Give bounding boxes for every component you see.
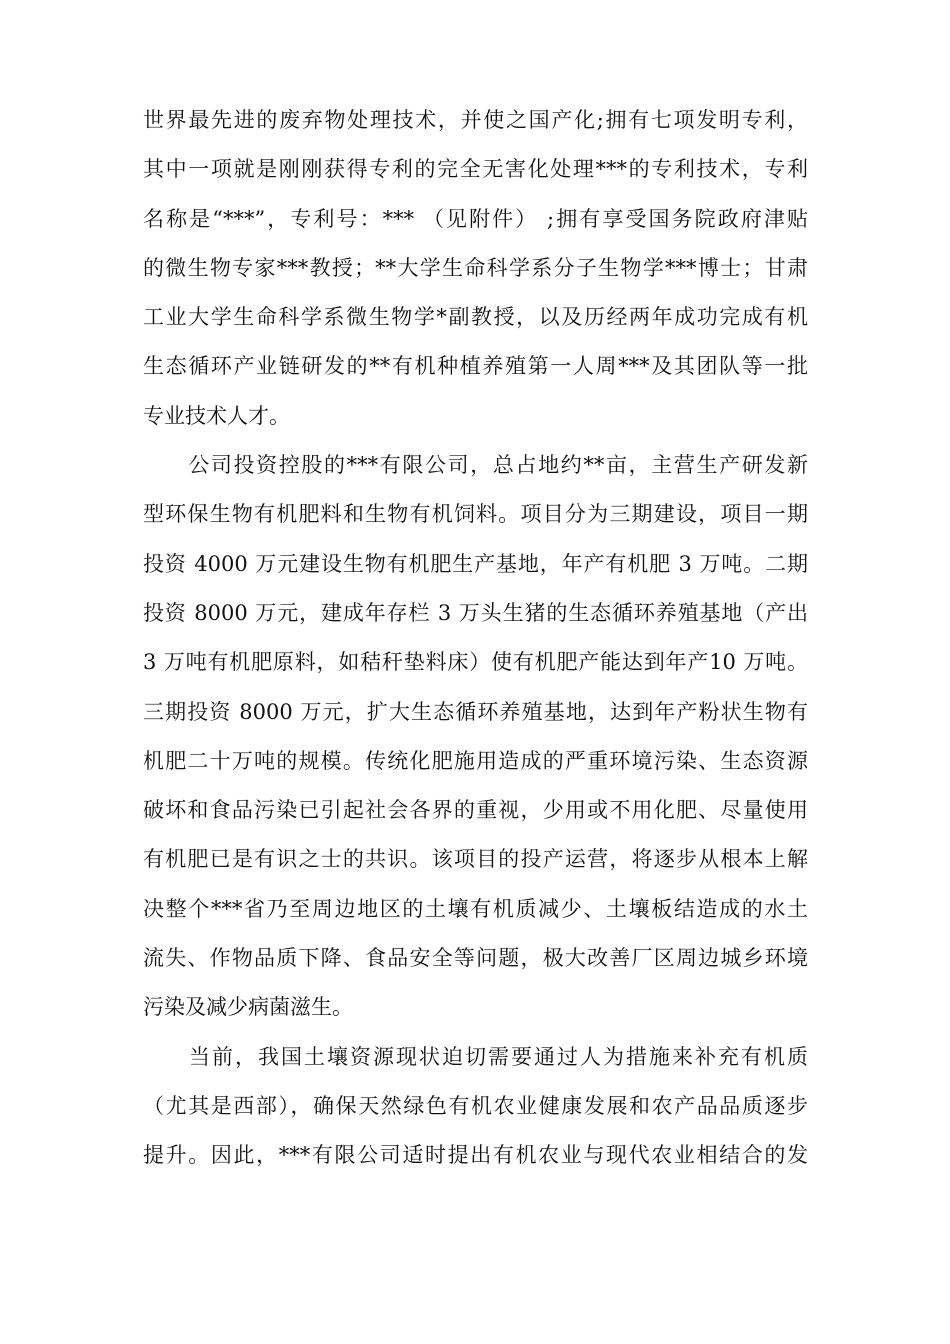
text-line: 三期投资 8000 万元，扩大生态循环养殖基地，达到年产粉状生物有 <box>143 699 808 724</box>
text-line: 污染及减少病菌滋生。 <box>143 995 353 1020</box>
document-body <box>143 96 808 1181</box>
text-line: 破坏和食品污染已引起社会各界的重视，少用或不用化肥、尽量使用 <box>143 798 808 823</box>
text-line: 其中一项就是刚刚获得专利的完全无害化处理***的专利技术，专利 <box>143 157 808 182</box>
text-line: 的微生物专家***教授；**大学生命科学系分子生物学***博士；甘肃 <box>143 255 808 280</box>
text-line: 投资 4000 万元建设生物有机肥生产基地，年产有机肥 3 万吨。二期 <box>143 551 808 576</box>
text-line: （尤其是西部），确保天然绿色有机农业健康发展和农产品品质逐步 <box>143 1093 808 1118</box>
text-line: 型环保生物有机肥料和生物有机饲料。项目分为三期建设，项目一期 <box>143 502 808 527</box>
text-line: 名称是“***”，专利号：*** （见附件） ;拥有享受国务院政府津贴 <box>143 206 808 231</box>
text-line: 有机肥已是有识之士的共识。该项目的投产运营，将逐步从根本上解 <box>143 847 808 872</box>
text-line: 3 万吨有机肥原料，如秸秆垫料床）使有机肥产能达到年产10 万吨。 <box>143 650 808 675</box>
text-line: 决整个***省乃至周边地区的土壤有机质减少、土壤板结造成的水土 <box>143 896 808 921</box>
text-line: 专业技术人才。 <box>143 403 290 428</box>
text-line: 工业大学生命科学系微生物学*副教授，以及历经两年成功完成有机 <box>143 305 808 330</box>
text-line: 公司投资控股的***有限公司，总占地约**亩，主营生产研发新 <box>143 453 808 478</box>
paragraph-2 <box>143 441 808 1033</box>
paragraph-3 <box>143 1033 808 1181</box>
text-line: 提升。因此，***有限公司适时提出有机农业与现代农业相结合的发 <box>143 1143 808 1168</box>
text-line: 机肥二十万吨的规模。传统化肥施用造成的严重环境污染、生态资源 <box>143 748 808 773</box>
text-line: 世界最先进的废弃物处理技术，并使之国产化;拥有七项发明专利， <box>143 108 808 132</box>
text-line: 投资 8000 万元，建成年存栏 3 万头生猪的生态循环养殖基地（产出 <box>143 600 808 625</box>
text-line: 流失、作物品质下降、食品安全等问题，极大改善厂区周边城乡环境 <box>143 946 808 971</box>
paragraph-1 <box>143 96 808 441</box>
text-line: 当前，我国土壤资源现状迫切需要通过人为措施来补充有机质 <box>143 1044 808 1069</box>
text-line: 生态循环产业链研发的**有机种植养殖第一人周***及其团队等一批 <box>143 354 808 379</box>
